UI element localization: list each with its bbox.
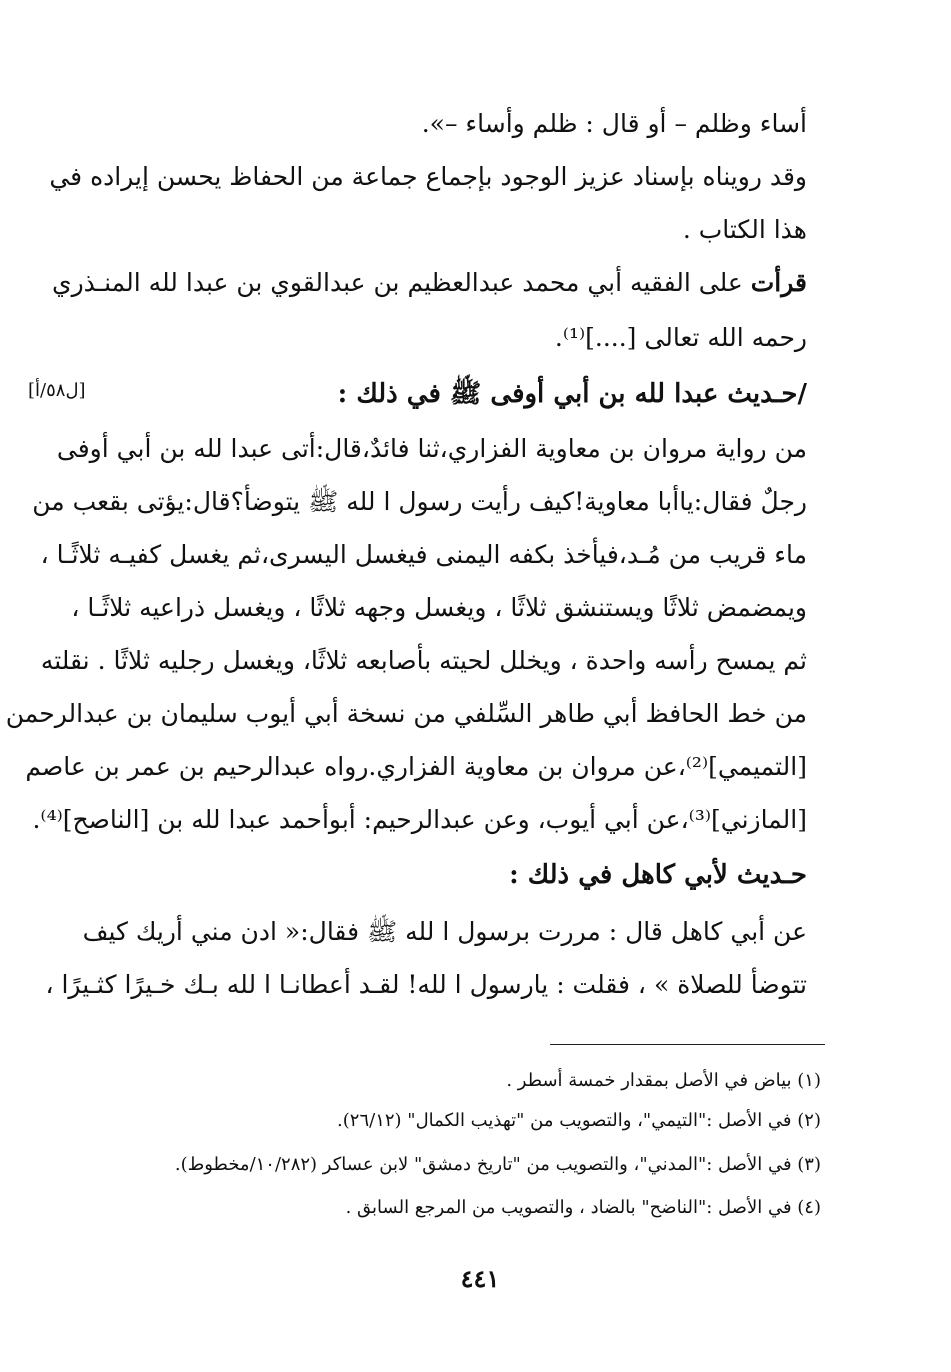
manuscript-folio-note: [ل٥٨/أ] [28, 380, 86, 401]
footnote-separator [550, 1044, 825, 1045]
section-heading-1: /حـديث عبدا لله بن أبي أوفى ﷺ في ذلك : [337, 379, 807, 409]
text-line-4 [52, 263, 807, 303]
footnote-4: (٤) في الأصل :"الناضح" بالضاد ، والتصويب من المرجع السابق . [345, 1197, 821, 1218]
page-number: ٤٤١ [460, 1264, 500, 1293]
text-line-5: رحمه الله تعالى [....]⁽¹⁾. [554, 323, 807, 352]
text-line-13: [التميمي]⁽²⁾،عن مروان بن معاوية الفزاري.رواه عبدالرحيم بن عمر بن عاصم [25, 752, 807, 781]
text-line-1: أساء وظلم – أو قال : ظلم وأساء –». [421, 109, 807, 138]
text-line-3: هذا الكتاب . [682, 215, 807, 244]
text-line-10: ويمضمض ثلاثًا ويستنشق ثلاثًا ، ويغسل وجهه ثلاثًا ، ويغسل ذراعيه ثلاثًـا ، [71, 593, 807, 622]
text-line-7: من رواية مروان بن معاوية الفزاري،ثنا فائدٌ،قال:أتى عبدا لله بن أبي أوفى [56, 434, 807, 463]
text-line-11: ثم يمسح رأسه واحدة ، ويخلل لحيته بأصابعه ثلاثًا، ويغسل رجليه ثلاثًا . نقلته [40, 646, 807, 675]
footnote-2: (٢) في الأصل :"التيمي"، والتصويب من "تهذيب الكمال" (٢٦/١٢). [337, 1110, 821, 1131]
text-line-4-rest: على الفقيه أبي محمد عبدالعظيم بن عبدالقوي بن عبدا لله المنـذري [52, 268, 743, 297]
text-line-9: ماء قريب من مُـد،فيأخذ بكفه اليمنى فيغسل اليسرى،ثم يغسل كفيـه ثلاثًـا ، [40, 540, 807, 569]
text-line-8: رجلٌ فقال:ياأبا معاوية!كيف رأيت رسول ا لله ﷺ يتوضأ؟قال:يؤتى بقعب من [32, 487, 807, 516]
text-line-12: من خط الحافظ أبي طاهر السِّلفي من نسخة أبي أيوب سليمان بن عبدالرحمن [5, 699, 807, 728]
lead-word: قرأت [750, 268, 807, 297]
text-line-16: عن أبي كاهل قال : مررت برسول ا لله ﷺ فقال:« ادن مني أريك كيف [82, 917, 807, 946]
text-line-14: [المازني]⁽³⁾،عن أبي أيوب، وعن عبدالرحيم: أبوأحمد عبدا لله بن [الناصح]⁽⁴⁾. [32, 805, 807, 834]
text-line-17: تتوضأ للصلاة » ، فقلت : يارسول ا لله! لقـد أعطانـا ا لله بـك خـيرًا كثـيرًا ، [45, 970, 807, 999]
text-line-2: وقد رويناه بإسناد عزيز الوجود بإجماع جماعة من الحفاظ يحسن إيراده في [49, 162, 807, 191]
footnote-1: (١) بياض في الأصل بمقدار خمسة أسطر . [506, 1070, 821, 1091]
section-heading-2: حـديث لأبي كاهل في ذلك : [509, 860, 807, 890]
footnote-3: (٣) في الأصل :"المدني"، والتصويب من "تاريخ دمشق" لابن عساكر (١٠/٢٨٢/مخطوط). [174, 1154, 821, 1175]
